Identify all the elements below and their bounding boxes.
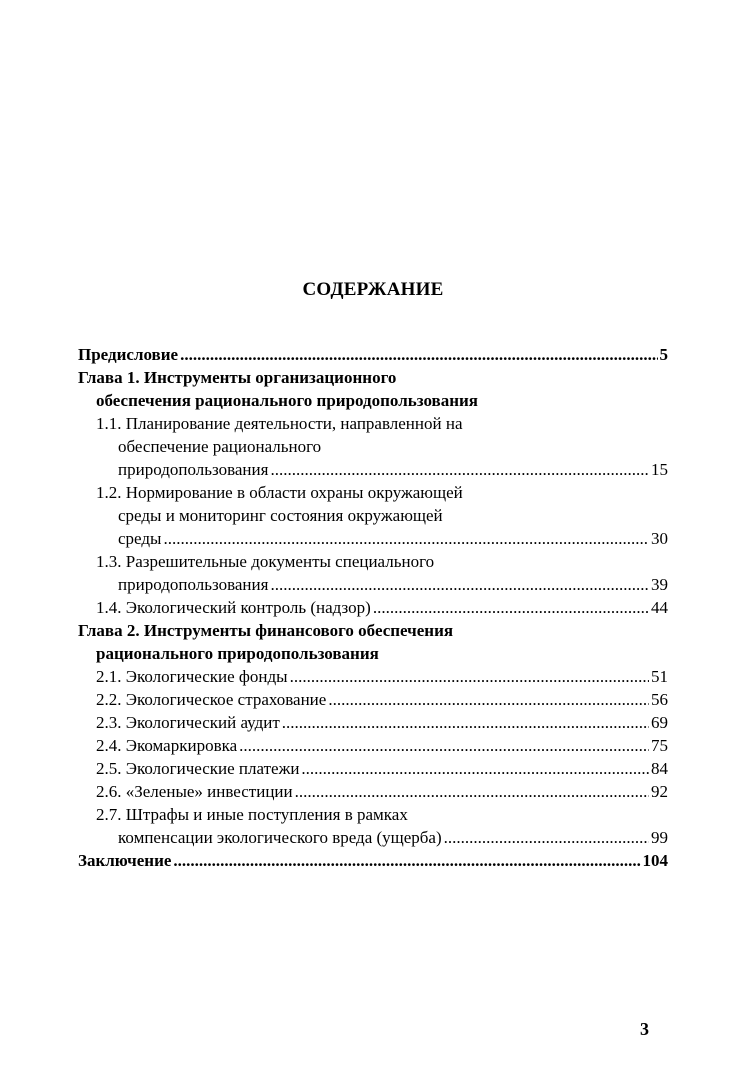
toc-entry-label: природопользования xyxy=(118,460,269,479)
toc-entry-1-1-line1[interactable]: 1.1. Планирование деятельности, направленной на xyxy=(96,414,463,433)
toc-entry-label: 2.5. Экологические платежи xyxy=(96,759,300,778)
toc-entry-label: Заключение xyxy=(78,851,172,870)
toc-entry-conclusion[interactable] xyxy=(78,849,668,872)
toc-entry-1-2-line2[interactable]: среды и мониторинг состояния окружающей xyxy=(118,506,443,525)
toc-entry-1-4[interactable] xyxy=(78,596,668,619)
toc-entry-preface[interactable] xyxy=(78,343,668,366)
toc-entry-1-3[interactable] xyxy=(78,573,668,596)
toc-page-number: 69 xyxy=(651,713,668,732)
table-of-contents xyxy=(78,343,668,872)
toc-entry-2-3[interactable] xyxy=(78,711,668,734)
toc-chapter-2-heading[interactable]: Глава 2. Инструменты финансового обеспечения xyxy=(78,621,454,640)
toc-entry-2-1[interactable] xyxy=(78,665,668,688)
toc-entry-label: среды xyxy=(118,529,162,548)
toc-page-number: 5 xyxy=(659,345,668,364)
toc-entry-label: природопользования xyxy=(118,575,269,594)
toc-page-number: 51 xyxy=(651,667,668,686)
toc-page-number: 104 xyxy=(642,851,668,870)
toc-entry-2-6[interactable] xyxy=(78,780,668,803)
dot-leader xyxy=(373,596,649,619)
toc-entry-label: 2.6. «Зеленые» инвестиции xyxy=(96,782,293,801)
toc-chapter-1-heading-cont[interactable]: обеспечения рационального природопользования xyxy=(96,391,479,410)
toc-chapter-2-heading-cont[interactable]: рационального природопользования xyxy=(96,644,379,663)
toc-page-number: 39 xyxy=(651,575,668,594)
page-title: СОДЕРЖАНИЕ xyxy=(302,279,444,300)
toc-entry-1-2[interactable] xyxy=(78,527,668,550)
toc-entry-1-2-line1[interactable]: 1.2. Нормирование в области охраны окружающей xyxy=(96,483,463,502)
toc-entry-label: компенсации экологического вреда (ущерба) xyxy=(118,828,442,847)
dot-leader xyxy=(328,688,649,711)
toc-entry-2-5[interactable] xyxy=(78,757,668,780)
toc-entry-2-7-line1[interactable]: 2.7. Штрафы и иные поступления в рамках xyxy=(96,805,408,824)
toc-page-number: 44 xyxy=(651,598,668,617)
dot-leader xyxy=(301,757,649,780)
dot-leader xyxy=(282,711,649,734)
toc-chapter-1-heading[interactable]: Глава 1. Инструменты организационного xyxy=(78,368,397,387)
toc-entry-1-3-line1[interactable]: 1.3. Разрешительные документы специального xyxy=(96,552,435,571)
toc-entry-1-1-line2[interactable]: обеспечение рационального xyxy=(118,437,322,456)
dot-leader xyxy=(163,527,649,550)
toc-entry-1-1[interactable] xyxy=(78,458,668,481)
toc-entry-2-7[interactable] xyxy=(78,826,668,849)
toc-entry-2-4[interactable] xyxy=(78,734,668,757)
toc-page-number: 99 xyxy=(651,828,668,847)
toc-page-number: 56 xyxy=(651,690,668,709)
page-number: 3 xyxy=(640,1019,649,1039)
toc-entry-label: 1.4. Экологический контроль (надзор) xyxy=(96,598,371,617)
toc-entry-label: 2.3. Экологический аудит xyxy=(96,713,280,732)
dot-leader xyxy=(290,665,649,688)
dot-leader xyxy=(270,573,649,596)
dot-leader xyxy=(180,343,657,366)
dot-leader xyxy=(173,849,640,872)
toc-page-number: 15 xyxy=(651,460,668,479)
toc-entry-label: Предисловие xyxy=(78,345,179,364)
toc-page-number: 30 xyxy=(651,529,668,548)
toc-entry-label: 2.2. Экологическое страхование xyxy=(96,690,327,709)
toc-entry-label: 2.4. Экомаркировка xyxy=(96,736,238,755)
toc-page-number: 75 xyxy=(651,736,668,755)
dot-leader xyxy=(270,458,649,481)
dot-leader xyxy=(295,780,649,803)
toc-entry-2-2[interactable] xyxy=(78,688,668,711)
toc-page-number: 84 xyxy=(651,759,668,778)
toc-page-number: 92 xyxy=(651,782,668,801)
toc-entry-label: 2.1. Экологические фонды xyxy=(96,667,288,686)
dot-leader xyxy=(444,826,649,849)
dot-leader xyxy=(239,734,649,757)
